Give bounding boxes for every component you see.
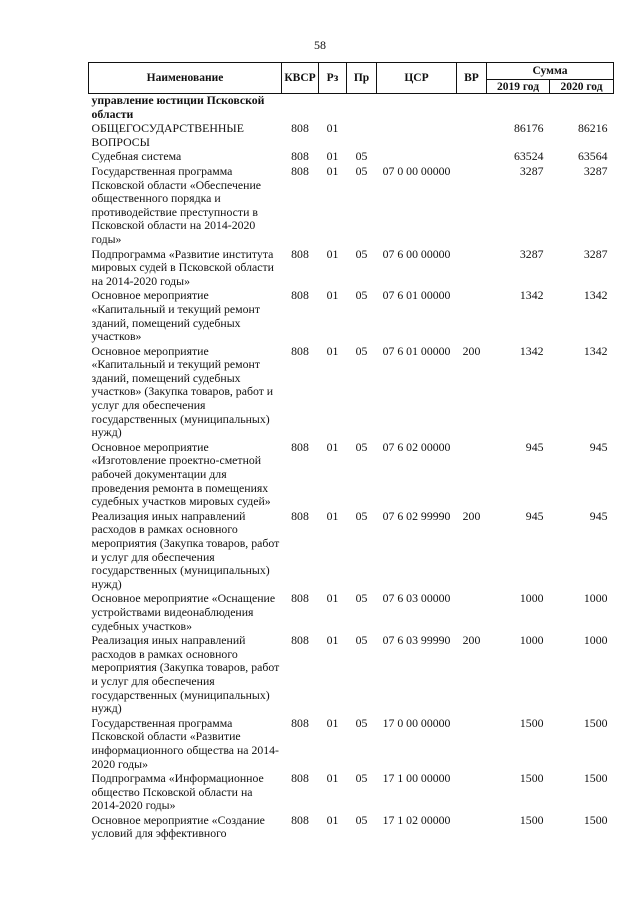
- cell-pr: 05: [355, 633, 368, 648]
- cell-rz: 01: [326, 439, 339, 454]
- cell-sum-2020: 1500: [583, 715, 608, 730]
- header-name: Наименование: [89, 63, 282, 94]
- cell-pr: 05: [355, 343, 368, 358]
- cell-sum-2019: 1000: [519, 591, 544, 606]
- cell-rz: 01: [326, 508, 339, 523]
- cell-vr: 200: [462, 508, 481, 523]
- cell-sum-2020: 1500: [583, 812, 608, 827]
- cell-vr: [457, 441, 487, 510]
- cell-csr: [377, 122, 457, 150]
- cell-kvsr: 808: [291, 163, 309, 178]
- cell-name: Основное мероприятие «Оснащение устройствами видеонаблюдения судебных участков»: [91, 591, 276, 633]
- cell-csr: 17 0 00 00000: [382, 715, 451, 730]
- cell-vr: [457, 94, 487, 123]
- cell-name: управление юстиции Псковской области: [91, 93, 265, 121]
- cell-sum-2019: 945: [525, 508, 544, 523]
- cell-name: Основное мероприятие «Капитальный и текущий ремонт зданий, помещений судебных участков» (Закупка товаров, работ и услуг для обеспечения государственных (муниципальных) нужд): [91, 343, 274, 440]
- cell-csr: 07 0 00 00000: [382, 163, 451, 178]
- cell-name: ОБЩЕГОСУДАРСТВЕННЫЕ ВОПРОСЫ: [91, 121, 244, 149]
- cell-kvsr: 808: [291, 288, 309, 303]
- cell-kvsr: 808: [291, 812, 309, 827]
- header-2019: 2019 год: [487, 80, 550, 94]
- cell-name: Реализация иных направлений расходов в рамках основного мероприятия (Закупка товаров, работ и услуг для обеспечения государственных (муниципальных) нужд): [91, 508, 280, 591]
- cell-kvsr: 808: [291, 715, 309, 730]
- cell-kvsr: 808: [291, 439, 309, 454]
- cell-name: Реализация иных направлений расходов в рамках основного мероприятия (Закупка товаров, работ и услуг для обеспечения государственных (муниципальных) нужд): [91, 633, 280, 716]
- table-row: [89, 165, 614, 248]
- cell-sum-2019: 1500: [519, 771, 544, 786]
- cell-sum-2020: 1000: [583, 633, 608, 648]
- cell-csr: [377, 150, 457, 165]
- cell-pr: 05: [355, 246, 368, 261]
- cell-vr: [457, 248, 487, 290]
- table-row: [89, 94, 614, 123]
- cell-sum-2020: 3287: [583, 246, 608, 261]
- cell-kvsr: 808: [291, 633, 309, 648]
- table-row: [89, 150, 614, 165]
- cell-pr: 05: [355, 771, 368, 786]
- table-row: [89, 592, 614, 634]
- cell-pr: [347, 122, 377, 150]
- table-row: [89, 717, 614, 772]
- cell-csr: [377, 94, 457, 123]
- table-row: [89, 510, 614, 593]
- cell-rz: 01: [326, 149, 339, 164]
- cell-kvsr: 808: [291, 343, 309, 358]
- cell-sum-2019: 945: [525, 439, 544, 454]
- cell-vr: [457, 150, 487, 165]
- cell-kvsr: [282, 94, 319, 123]
- cell-sum-2020: 1000: [583, 591, 608, 606]
- table-row: [89, 814, 614, 842]
- cell-sum-2020: 1342: [583, 343, 608, 358]
- cell-sum-2020: 1500: [583, 771, 608, 786]
- cell-name: Основное мероприятие «Изготовление проектно-сметной рабочей документации для проведения ремонта в помещениях судебных участков мировых судей»: [91, 439, 271, 509]
- table-row: [89, 122, 614, 150]
- budget-table: [88, 62, 614, 842]
- cell-pr: 05: [355, 591, 368, 606]
- cell-sum-2020: 1342: [583, 288, 608, 303]
- budget-table-container: [88, 62, 613, 842]
- cell-vr: 200: [462, 633, 481, 648]
- cell-rz: 01: [326, 715, 339, 730]
- cell-kvsr: 808: [291, 246, 309, 261]
- header-rz: Рз: [319, 63, 347, 94]
- table-body: [89, 94, 614, 843]
- cell-rz: 01: [326, 812, 339, 827]
- cell-kvsr: 808: [291, 591, 309, 606]
- cell-name: Судебная система: [91, 149, 182, 164]
- cell-csr: 07 6 03 00000: [382, 591, 451, 606]
- page-number: 58: [314, 38, 326, 52]
- cell-sum-2019: 1342: [519, 343, 544, 358]
- cell-vr: [457, 717, 487, 772]
- cell-pr: 05: [355, 439, 368, 454]
- cell-name: Подпрограмма «Развитие института мировых судей в Псковской области на 2014-2020 годы»: [91, 246, 274, 288]
- cell-sum-2020: [550, 94, 614, 123]
- cell-kvsr: 808: [291, 771, 309, 786]
- cell-sum-2020: 945: [589, 439, 608, 454]
- header-csr: ЦСР: [377, 63, 457, 94]
- cell-csr: 17 1 02 00000: [382, 812, 451, 827]
- cell-vr: [457, 165, 487, 248]
- cell-csr: 07 6 00 00000: [382, 246, 451, 261]
- cell-name: Государственная программа Псковской области «Обеспечение общественного порядка и противодействие преступности в Псковской области на 2014-2020 годы»: [91, 163, 262, 246]
- cell-vr: [457, 814, 487, 842]
- table-row: [89, 634, 614, 717]
- cell-sum-2019: 1500: [519, 812, 544, 827]
- cell-sum-2019: 3287: [519, 246, 544, 261]
- cell-csr: 17 1 00 00000: [382, 771, 451, 786]
- cell-vr: [457, 772, 487, 814]
- cell-rz: 01: [326, 288, 339, 303]
- table-row: [89, 248, 614, 290]
- cell-name: Подпрограмма «Информационное общество Псковской области на 2014-2020 годы»: [91, 771, 264, 813]
- cell-vr: [457, 122, 487, 150]
- cell-name: Основное мероприятие «Создание условий для эффективного: [91, 812, 265, 841]
- cell-sum-2020: 63564: [578, 149, 608, 164]
- cell-sum-2019: [487, 94, 550, 123]
- cell-rz: 01: [326, 591, 339, 606]
- cell-pr: 05: [355, 715, 368, 730]
- cell-pr: [347, 94, 377, 123]
- header-sum: Сумма: [487, 63, 614, 80]
- cell-kvsr: 808: [291, 121, 309, 136]
- table-header: [89, 63, 614, 94]
- cell-vr: [457, 592, 487, 634]
- cell-sum-2019: 1342: [519, 288, 544, 303]
- header-kvsr: КВСР: [282, 63, 319, 94]
- cell-csr: 07 6 03 99990: [382, 633, 451, 648]
- cell-csr: 07 6 01 00000: [382, 288, 451, 303]
- cell-kvsr: 808: [291, 149, 309, 164]
- cell-csr: 07 6 02 99990: [382, 508, 451, 523]
- cell-sum-2019: 63524: [514, 149, 544, 164]
- cell-rz: 01: [326, 246, 339, 261]
- table-row: [89, 289, 614, 344]
- cell-rz: 01: [326, 771, 339, 786]
- cell-sum-2019: 1500: [519, 715, 544, 730]
- cell-pr: 05: [355, 163, 368, 178]
- cell-sum-2019: 86176: [514, 121, 544, 136]
- cell-kvsr: 808: [291, 508, 309, 523]
- cell-vr: [457, 289, 487, 344]
- table-row: [89, 772, 614, 814]
- cell-csr: 07 6 02 00000: [382, 439, 451, 454]
- cell-sum-2020: 86216: [578, 121, 608, 136]
- table-row: [89, 345, 614, 441]
- cell-rz: 01: [326, 163, 339, 178]
- header-2020: 2020 год: [550, 80, 614, 94]
- cell-name: Государственная программа Псковской области «Развитие информационного общества на 2014-2020 годы»: [91, 715, 279, 771]
- table-row: [89, 441, 614, 510]
- cell-rz: 01: [326, 343, 339, 358]
- cell-pr: 05: [355, 149, 368, 164]
- cell-csr: 07 6 01 00000: [382, 343, 451, 358]
- cell-pr: 05: [355, 508, 368, 523]
- cell-rz: [319, 94, 347, 123]
- cell-rz: 01: [326, 121, 339, 136]
- cell-rz: 01: [326, 633, 339, 648]
- header-vr: ВР: [457, 63, 487, 94]
- cell-sum-2020: 945: [589, 508, 608, 523]
- cell-pr: 05: [355, 288, 368, 303]
- cell-sum-2020: 3287: [583, 163, 608, 178]
- cell-sum-2019: 3287: [519, 163, 544, 178]
- cell-name: Основное мероприятие «Капитальный и текущий ремонт зданий, помещений судебных участков»: [91, 288, 260, 344]
- header-pr: Пр: [347, 63, 377, 94]
- cell-sum-2019: 1000: [519, 633, 544, 648]
- cell-pr: 05: [355, 812, 368, 827]
- cell-vr: 200: [462, 343, 481, 358]
